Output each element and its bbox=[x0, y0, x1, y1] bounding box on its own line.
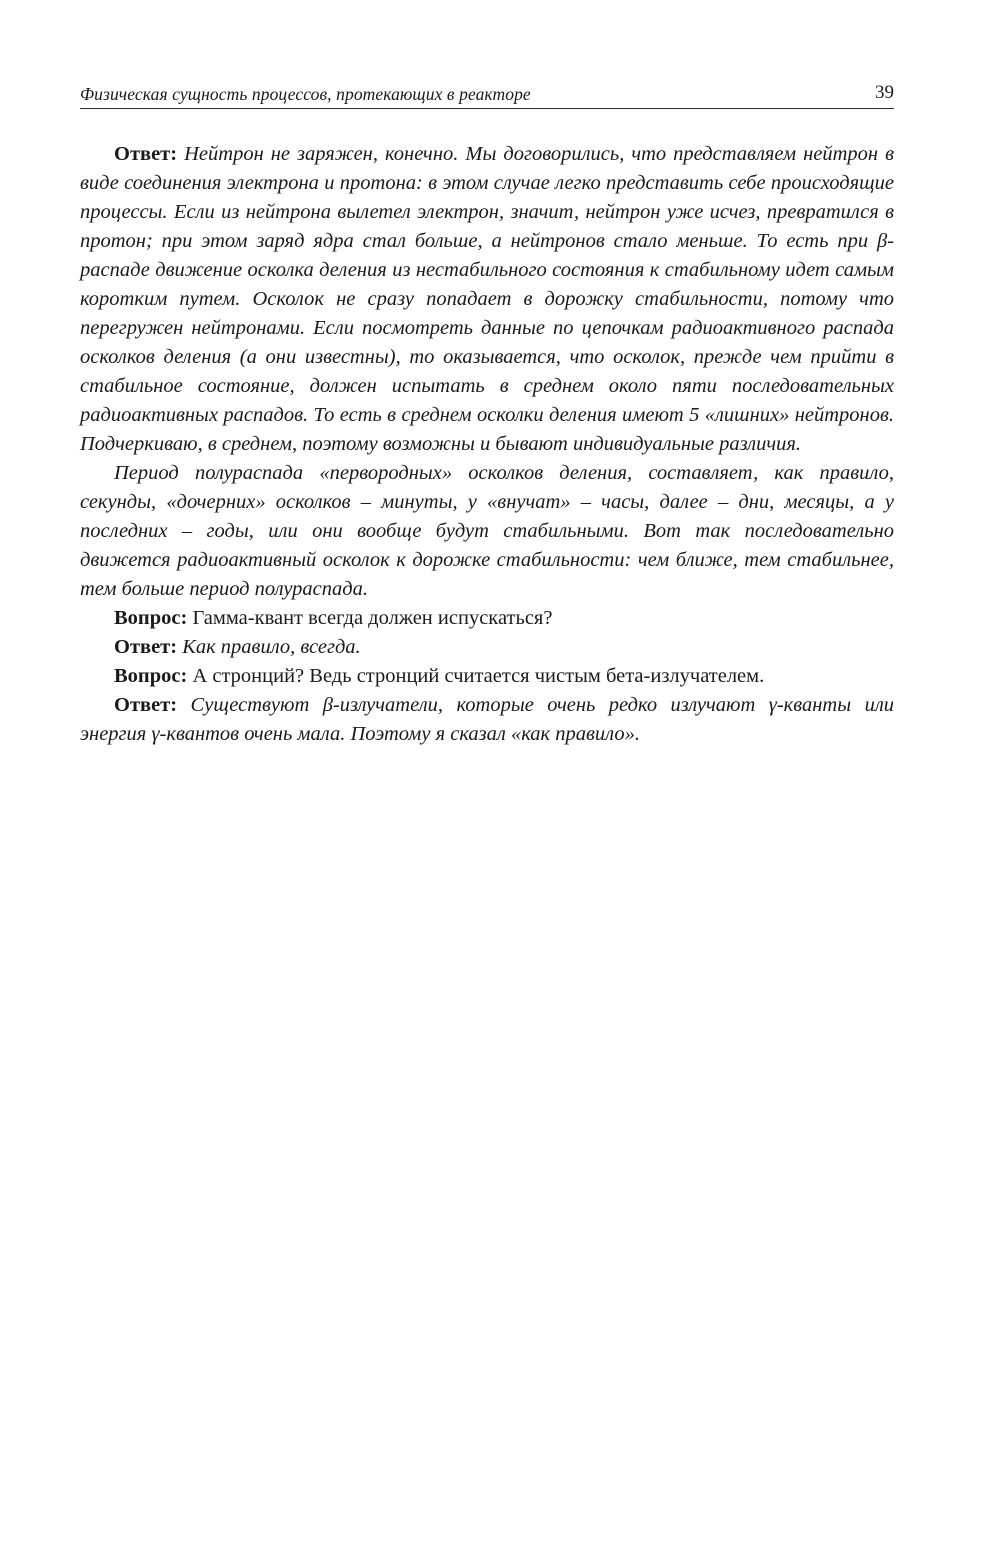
body-text bbox=[80, 140, 894, 749]
answer-paragraph-emitters bbox=[80, 691, 894, 749]
question-paragraph-gamma bbox=[80, 604, 894, 633]
half-life-paragraph: Период полураспада «первородных» осколков деления, составляет, как правило, секунды, «дочерних» осколков – минуты, у «внучат» – часы, далее – дни, месяцы, а у последних – годы, или они вообще будут стабильными. Вот так последовательно движется радиоактивный осколок к дорожке стабильности: чем ближе, тем стабильнее, тем больше период полураспада. bbox=[80, 462, 894, 600]
page-number: 39 bbox=[875, 82, 894, 103]
answer-paragraph-always bbox=[80, 633, 894, 662]
answer-label: Ответ: bbox=[114, 694, 178, 716]
answer-text: Существуют β-излучатели, которые очень редко излучают γ-кванты или энергия γ-квантов очень мала. Поэтому я сказал «как правило». bbox=[80, 694, 895, 745]
question-text: Гамма-квант всегда должен испускаться? bbox=[192, 607, 553, 629]
question-text: А стронций? Ведь стронций считается чистым бета-излучателем. bbox=[192, 665, 765, 687]
running-title: Физическая сущность процессов, протекающих в реакторе bbox=[80, 84, 531, 104]
question-label: Вопрос: bbox=[114, 607, 188, 629]
answer-label: Ответ: bbox=[114, 636, 178, 658]
question-paragraph-strontium bbox=[80, 662, 894, 691]
answer-text: Нейтрон не заряжен, конечно. Мы договорились, что представляем нейтрон в виде соединения электрона и протона: в этом случае легко представить себе происходящие процессы. Если из нейтрона вылетел электрон, значит, нейтрон уже исчез, превратился в протон; при этом заряд ядра стал больше, а нейтронов стало меньше. То есть при β-распаде движение осколка деления из нестабильного состояния к стабильному идет самым коротким путем. Осколок не сразу попадает в дорожку стабильности, потому что перегружен нейтронами. Если посмотреть данные по цепочкам радиоактивного распада осколков деления (а они известны), то оказывается, что осколок, прежде чем прийти в стабильное состояние, должен испытать в среднем около пяти последовательных радиоактивных распадов. То есть в среднем осколки деления имеют 5 «лишних» нейтронов. Подчеркиваю, в среднем, поэтому возможны и бывают индивидуальные различия. bbox=[80, 143, 894, 455]
answer-text: Как правило, всегда. bbox=[182, 636, 361, 658]
answer-label: Ответ: bbox=[114, 143, 178, 165]
answer-paragraph-neutron bbox=[80, 140, 894, 459]
question-label: Вопрос: bbox=[114, 665, 188, 687]
running-header bbox=[80, 82, 894, 109]
